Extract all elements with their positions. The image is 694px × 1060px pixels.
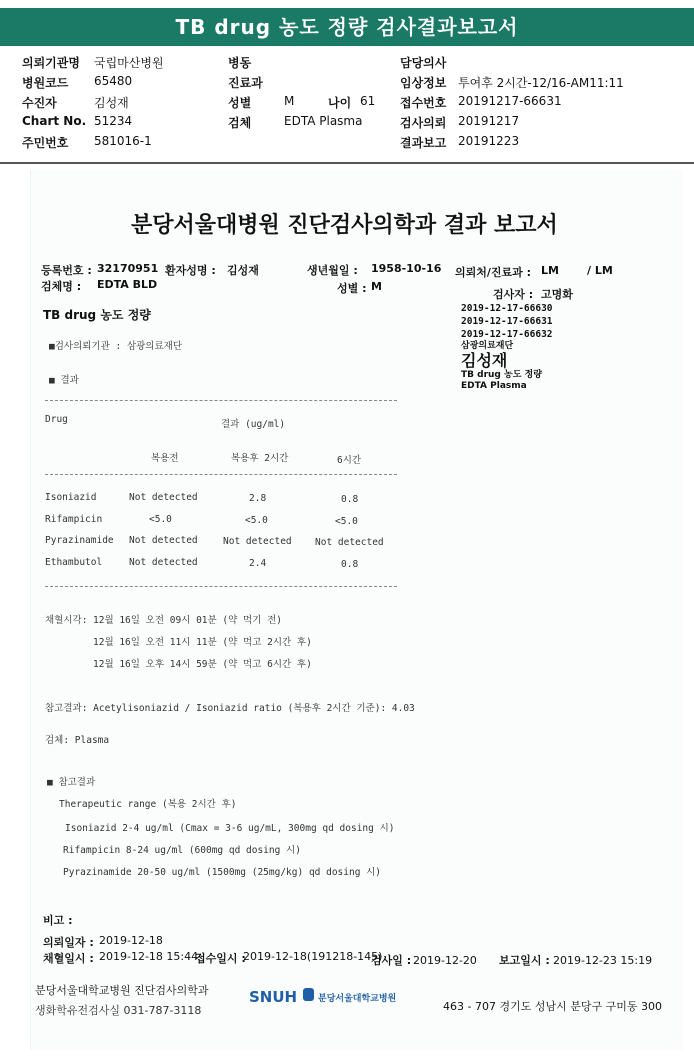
h6-cell: Not detected: [315, 537, 384, 548]
dob-value: 1958-10-16: [371, 262, 442, 275]
h6-cell: 0.8: [341, 559, 359, 570]
dash-line: [45, 474, 397, 475]
table-row: [31, 557, 411, 575]
request-date-label: 의뢰일자 :: [43, 936, 94, 949]
table-row: [31, 492, 411, 510]
request-value: 20191217: [458, 114, 520, 128]
scan-sex-label: 성별 :: [337, 282, 367, 295]
result-heading: ■ 결과: [49, 375, 79, 386]
h6-cell: 0.8: [341, 494, 359, 505]
table-row: [31, 535, 411, 553]
test-date-value: 2019-12-20: [413, 954, 477, 967]
resident-value: 581016-1: [94, 134, 152, 148]
tester-label: 검사자 :: [493, 288, 534, 301]
patient-name-value: 김성재: [227, 264, 259, 277]
result-unit-header: 결과 (ug/ml): [221, 419, 286, 430]
ordering-dept-value2: / LM: [587, 264, 613, 277]
clinical-label: 임상정보: [400, 76, 447, 90]
remarks-label: 비고 :: [43, 914, 73, 927]
footer-lab: 생화학유전검사실 031-787-3118: [35, 1004, 202, 1017]
pre-cell: <5.0: [149, 514, 172, 525]
reg-label: 등록번호 :: [41, 264, 92, 277]
sex-label: 성별: [228, 96, 252, 110]
range-pyrazinamide: Pyrazinamide 20-50 ug/ml (1500mg (25mg/kg) qd dosing 시): [63, 867, 382, 878]
col-2h-header: 복용후 2시간: [231, 453, 289, 464]
specimen-value: EDTA Plasma: [284, 114, 363, 128]
reference-heading: ■ 참고결과: [47, 777, 96, 788]
h6-cell: <5.0: [335, 516, 358, 527]
result-table: [31, 492, 411, 584]
drug-cell: Rifampicin: [45, 514, 103, 525]
col-pre-header: 복용전: [151, 453, 179, 464]
draw-date-value: 2019-12-18 15:44: [99, 950, 199, 963]
institution-label: 의뢰기관명: [22, 56, 80, 70]
footer-org: 분당서울대학교병원 진단검사의학과: [35, 984, 209, 997]
report-date-value: 2019-12-23 15:19: [553, 954, 653, 967]
receive-date-value: 2019-12-18(191218-145): [243, 950, 383, 963]
institution-value: 국립마산병원: [94, 56, 164, 70]
sampling-time-1: 12월 16일 오전 09시 01분 (약 먹기 전): [93, 615, 283, 626]
patient-label: 수진자: [22, 96, 57, 110]
logo-mark-icon: [303, 988, 314, 1001]
ordering-dept-label: 의뢰처/진료과 :: [455, 266, 532, 279]
pre-cell: Not detected: [129, 535, 198, 546]
sticker-code-1: 2019-12-17-66630: [461, 303, 553, 314]
request-label: 검사의뢰: [400, 116, 447, 130]
range-rifampicin: Rifampicin 8-24 ug/ml (600mg qd dosing 시): [63, 845, 301, 856]
footer-address: 463 - 707 경기도 성남시 분당구 구미동 300: [443, 1000, 662, 1013]
drug-header: Drug: [45, 414, 68, 425]
test-date-label: 검사일 :: [371, 954, 412, 967]
ordering-dept-value: LM: [541, 264, 559, 277]
age-value: 61: [360, 94, 376, 108]
test-name: TB drug 농도 정량: [43, 308, 151, 322]
age-label: 나이: [328, 96, 352, 110]
dash-line: [45, 400, 397, 401]
reference-institution: ■검사의뢰기관 : 삼광의료재단: [49, 341, 183, 352]
reference-result: 참고결과: Acetylisoniazid / Isoniazid ratio (복용후 2시간 기준): 4.03: [45, 703, 415, 714]
scan-specimen-label: 검체명 :: [41, 280, 82, 293]
specimen-label-sticker: [461, 302, 601, 402]
sticker-code-2: 2019-12-17-66631: [461, 316, 553, 327]
logo-hospital-name: 분당서울대학교병원: [318, 994, 397, 1004]
h2-cell: 2.4: [249, 558, 267, 569]
sticker-patient-name: 김성재: [461, 351, 508, 370]
resident-label: 주민번호: [22, 136, 69, 150]
tester-value: 고명화: [541, 288, 573, 301]
dept-label: 진료과: [228, 76, 263, 90]
scan-sex-value: M: [371, 280, 382, 293]
scanned-report: [30, 170, 683, 1050]
sticker-institution: 삼광의료재단: [461, 341, 514, 351]
dash-line: [45, 586, 397, 587]
scan-specimen-value: EDTA BLD: [97, 278, 158, 291]
drug-cell: Ethambutol: [45, 557, 103, 568]
request-date-value: 2019-12-18: [99, 934, 163, 947]
reg-value: 32170951: [97, 262, 159, 275]
sex-value: M: [284, 94, 295, 108]
chart-label: Chart No.: [22, 114, 87, 128]
specimen-line: 검체: Plasma: [45, 735, 110, 746]
h2-cell: Not detected: [223, 536, 292, 547]
range-isoniazid: Isoniazid 2-4 ug/ml (Cmax = 3-6 ug/mL, 300mg qd dosing 시): [65, 823, 395, 834]
section-divider: [0, 162, 694, 164]
h2-cell: <5.0: [245, 515, 268, 526]
report-title-bar: [0, 8, 694, 46]
table-row: [31, 514, 411, 532]
receive-date-label: 접수일시 :: [195, 952, 246, 965]
report-title: TB drug 농도 정량 검사결과보고서: [175, 15, 519, 39]
sampling-time-3: 12월 16일 오후 14시 59분 (약 먹고 6시간 후): [93, 659, 312, 670]
snuh-logo: SNUH: [249, 988, 298, 1006]
patient-name-label: 환자성명 :: [165, 264, 216, 277]
sticker-test-name: TB drug 농도 정량: [461, 370, 542, 380]
patient-value: 김성재: [94, 96, 129, 110]
sampling-time-2: 12월 16일 오전 11시 11분 (약 먹고 2시간 후): [93, 637, 312, 648]
dob-label: 생년월일 :: [307, 264, 358, 277]
drug-cell: Isoniazid: [45, 492, 97, 503]
doctor-label: 담당의사: [400, 56, 447, 70]
patient-info-block: [22, 54, 672, 154]
report-value: 20191223: [458, 134, 520, 148]
col-6h-header: 6시간: [337, 455, 362, 466]
sticker-specimen: EDTA Plasma: [461, 381, 527, 391]
draw-date-label: 채혈일시 :: [43, 952, 94, 965]
sampling-label: 채혈시각:: [45, 615, 88, 626]
hospital-code-label: 병원코드: [22, 76, 69, 90]
receipt-label: 접수번호: [400, 96, 447, 110]
report-label: 결과보고: [400, 136, 447, 150]
clinical-value: 투여후 2시간-12/16-AM11:11: [458, 76, 624, 90]
scan-report-title: 분당서울대병원 진단검사의학과 결과 보고서: [131, 213, 558, 238]
pre-cell: Not detected: [129, 557, 198, 568]
pre-cell: Not detected: [129, 492, 198, 503]
ward-label: 병동: [228, 56, 252, 70]
receipt-value: 20191217-66631: [458, 94, 562, 108]
specimen-label: 검체: [228, 116, 252, 130]
drug-cell: Pyrazinamide: [45, 535, 114, 546]
chart-value: 51234: [94, 114, 133, 128]
hospital-code-value: 65480: [94, 74, 133, 88]
therapeutic-range: Therapeutic range (복용 2시간 후): [59, 799, 237, 810]
h2-cell: 2.8: [249, 493, 267, 504]
report-date-label: 보고일시 :: [499, 954, 550, 967]
sticker-code-3: 2019-12-17-66632: [461, 329, 553, 340]
